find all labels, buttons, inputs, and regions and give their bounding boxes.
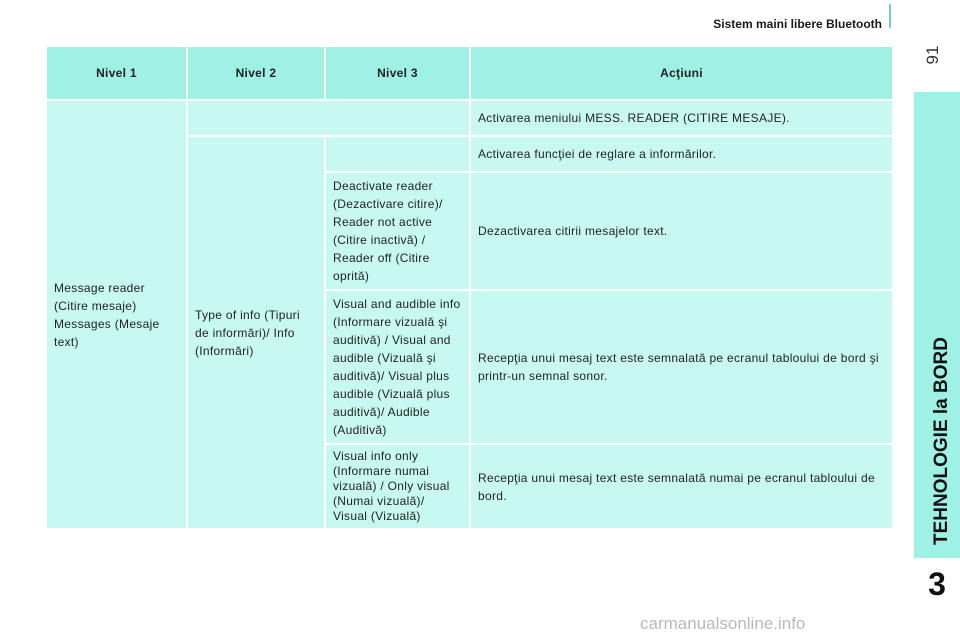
cell-action: Dezactivarea citirii mesajelor text. <box>470 172 893 290</box>
page-number: 91 <box>923 45 942 65</box>
cell-action: Activarea meniului MESS. READER (CITIRE MESAJE). <box>470 100 893 136</box>
cell-level2: Type of info (Tipuri de informări)/ Info (Informări) <box>187 136 325 529</box>
table-header-row <box>46 46 893 100</box>
header-actiuni: Acţiuni <box>470 46 893 100</box>
header-divider <box>889 4 891 28</box>
cell-level3: Visual and audible info (Informare vizuală şi auditivă) / Visual and audible (Vizuală şi auditivă)/ Visual plus audible (Vizuală plus auditivă)/ Audible (Auditivă) <box>325 290 470 444</box>
cell-action: Recepţia unui mesaj text este semnalată pe ecranul tabloului de bord şi printr-un semnal sonor. <box>470 290 893 444</box>
chapter-number: 3 <box>928 566 946 602</box>
watermark: carmanualsonline.info <box>640 614 806 633</box>
chapter-title: TEHNOLOGIE la BORD <box>931 337 952 545</box>
cell-action: Activarea funcţiei de reglare a informărilor. <box>470 136 893 172</box>
header-title: Sistem maini libere Bluetooth <box>713 17 882 31</box>
table-row <box>46 100 893 136</box>
cell-empty <box>187 100 470 136</box>
cell-action: Recepţia unui mesaj text este semnalată numai pe ecranul tabloului de bord. <box>470 444 893 529</box>
menu-table <box>45 45 894 530</box>
cell-level3: Deactivate reader (Dezactivare citire)/ Reader not active (Citire inactivă) / Reader off (Citire oprită) <box>325 172 470 290</box>
cell-empty <box>325 136 470 172</box>
cell-level3: Visual info only (Informare numai vizuală) / Only visual (Numai vizuală)/ Visual (Vizuală) <box>325 444 470 529</box>
header-nivel-3: Nivel 3 <box>325 46 470 100</box>
header-nivel-1: Nivel 1 <box>46 46 187 100</box>
chapter-number-box <box>914 558 960 610</box>
cell-level1: Message reader (Citire mesaje) Messages (Mesaje text) <box>46 100 187 529</box>
header-nivel-2: Nivel 2 <box>187 46 325 100</box>
